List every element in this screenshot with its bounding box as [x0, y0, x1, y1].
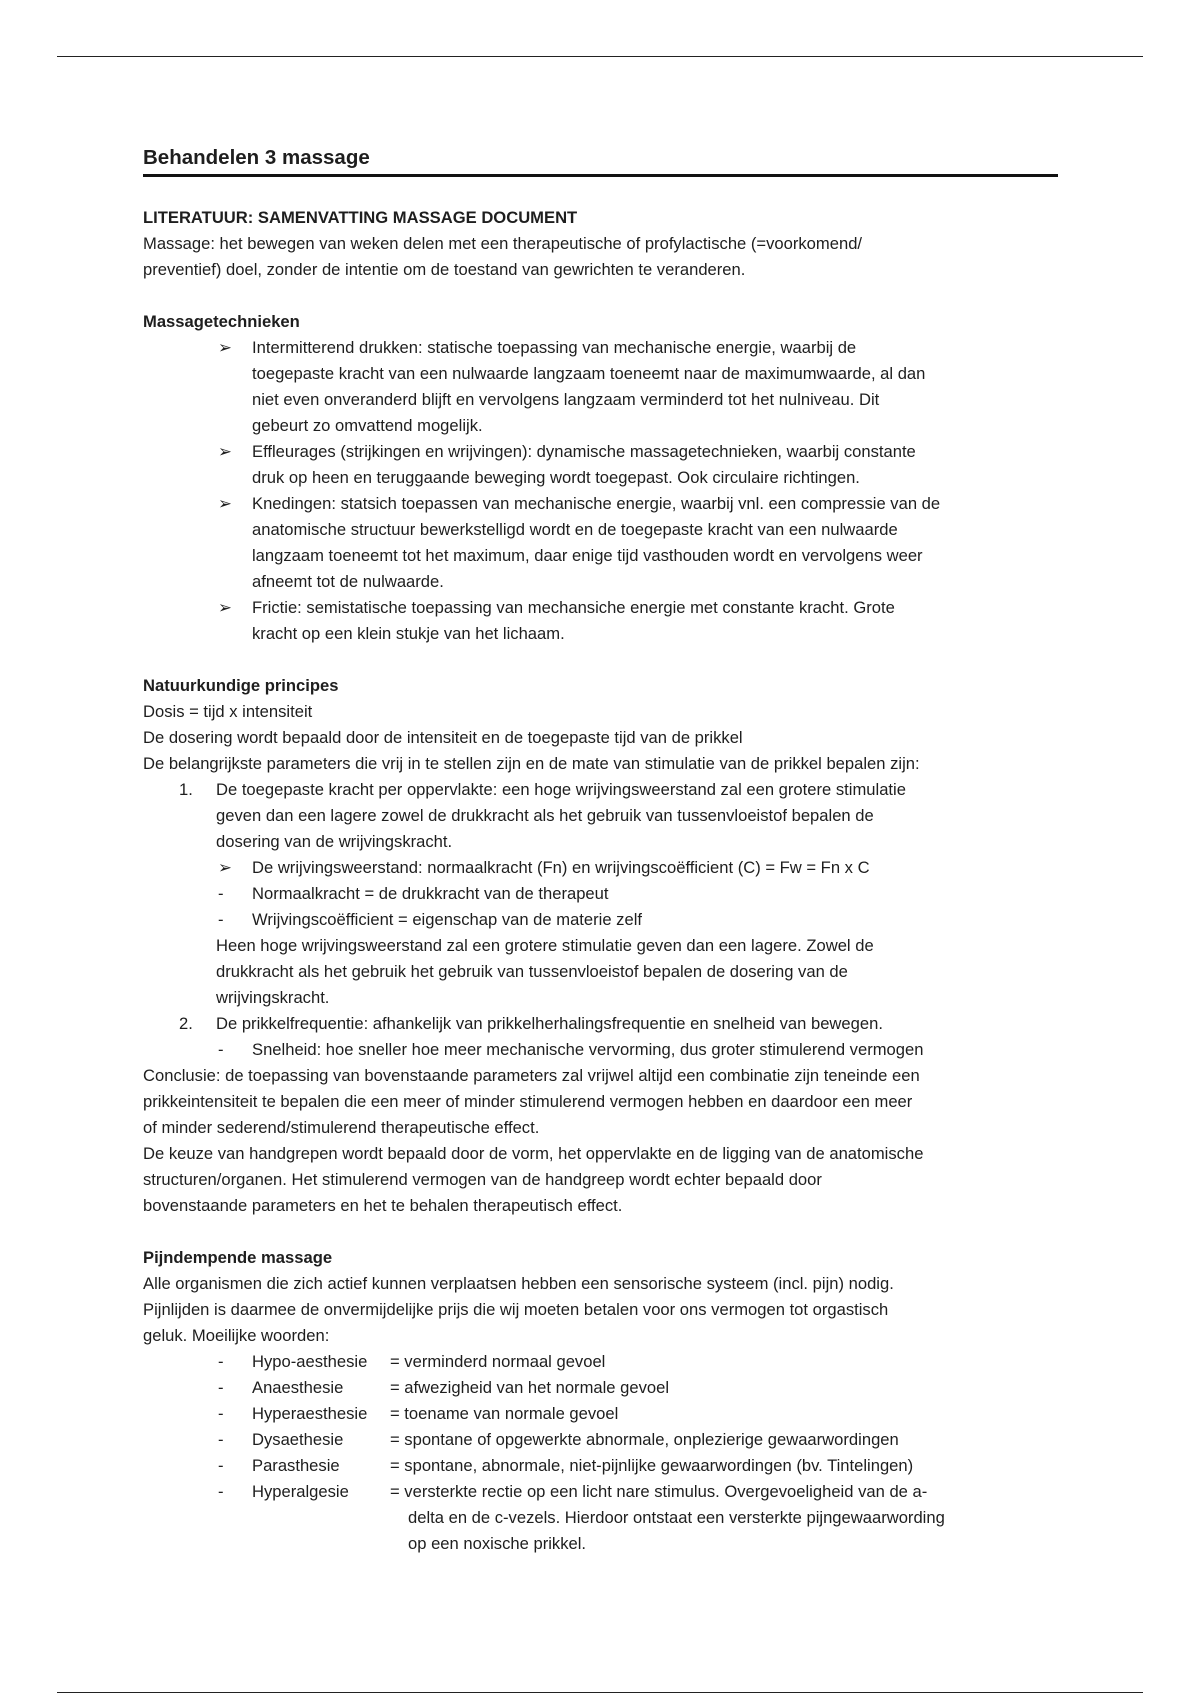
item-number: 2. [179, 1014, 193, 1033]
item-paragraph [143, 933, 1058, 1011]
list-item-text: De toegepaste kracht per oppervlakte: een hoge wrijvingsweerstand zal een grotere stimulatie [216, 780, 906, 799]
list-item [143, 595, 1058, 647]
text-line: Heen hoge wrijvingsweerstand zal een grotere stimulatie geven dan een lagere. Zowel de [216, 936, 874, 955]
list-item-text: Effleurages (strijkingen en wrijvingen): dynamische massagetechnieken, waarbij constante [252, 442, 916, 461]
dash-bullet-icon: - [218, 1456, 224, 1475]
list-item-text: niet even onveranderd blijft en vervolgens langzaam verminderd tot het nulniveau. Dit [252, 390, 880, 409]
term-item [143, 1453, 1058, 1479]
list-item-text: toegepaste kracht van een nulwaarde langzaam toeneemt naar de maximumwaarde, al dan [252, 364, 926, 383]
list-item-text: Wrijvingscoëfficient = eigenschap van de materie zelf [252, 910, 643, 929]
dash-bullet-icon: - [218, 1352, 224, 1371]
text-line: structuren/organen. Het stimulerend vermogen van de handgreep wordt echter bepaald door [143, 1170, 822, 1189]
list-item [143, 439, 1058, 491]
text-line: De keuze van handgrepen wordt bepaald door de vorm, het oppervlakte en de ligging van de anatomische [143, 1144, 924, 1163]
text-line: preventief) doel, zonder de intentie om de toestand van gewrichten te veranderen. [143, 260, 746, 279]
page-footer-rule [57, 1692, 1143, 1693]
list-item-text: geven dan een lagere zowel de drukkracht als het gebruik van tussenvloeistof bepalen de [216, 806, 874, 825]
dash-bullet-icon: - [218, 1378, 224, 1397]
list-item [143, 491, 1058, 595]
text-line: De belangrijkste parameters die vrij in te stellen zijn en de mate van stimulatie van de prikkel bepalen zijn: [143, 754, 920, 773]
definition: = verminderd normaal gevoel [390, 1352, 606, 1371]
text-line: Massage: het bewegen van weken delen met een therapeutische of profylactische (=voorkomend/ [143, 234, 863, 253]
document-body [143, 143, 1058, 1557]
list-item-text: druk op heen en teruggaande beweging wordt toegepast. Ook circulaire richtingen. [252, 468, 860, 487]
text-line: Conclusie: de toepassing van bovenstaande parameters zal vrijwel altijd een combinatie zijn teneinde een [143, 1066, 920, 1085]
text-line: Dosis = tijd x intensiteit [143, 702, 313, 721]
sub-list-item [143, 907, 1058, 933]
term: Hypo-aesthesie [252, 1352, 368, 1371]
list-item-text: Snelheid: hoe sneller hoe meer mechanische vervorming, dus groter stimulerend vermogen [252, 1040, 924, 1059]
list-item-text: Normaalkracht = de drukkracht van de therapeut [252, 884, 609, 903]
text-line: geluk. Moeilijke woorden: [143, 1326, 330, 1345]
text-line: wrijvingskracht. [216, 988, 330, 1007]
list-item-text: langzaam toeneemt tot het maximum, daar enige tijd vasthouden wordt en vervolgens weer [252, 546, 923, 565]
text-line: op een noxische prikkel. [408, 1534, 587, 1553]
sub-list-item [143, 1037, 1058, 1063]
text-line: De dosering wordt bepaald door de intensiteit en de toegepaste tijd van de prikkel [143, 728, 743, 747]
term-item [143, 1479, 1058, 1505]
arrow-bullet-icon: ➢ [218, 598, 232, 617]
term: Hyperalgesie [252, 1482, 349, 1501]
term: Parasthesie [252, 1456, 340, 1475]
page-header-rule [57, 56, 1143, 57]
dash-bullet-icon: - [218, 1040, 224, 1059]
text-line: of minder sederend/stimulerend therapeutische effect. [143, 1118, 540, 1137]
term: Anaesthesie [252, 1378, 344, 1397]
text-line: bovenstaande parameters en het te behalen therapeutisch effect. [143, 1196, 623, 1215]
arrow-bullet-icon: ➢ [218, 858, 232, 877]
numbered-item [143, 777, 1058, 855]
definition: = spontane, abnormale, niet-pijnlijke gewaarwordingen (bv. Tintelingen) [390, 1456, 914, 1475]
document-title: Behandelen 3 massage [143, 143, 1058, 177]
techniques-heading: Massagetechnieken [143, 312, 300, 331]
term: Dysaethesie [252, 1430, 344, 1449]
list-item-text: afneemt tot de nulwaarde. [252, 572, 444, 591]
spacer [143, 283, 1058, 309]
definition-continuation [143, 1505, 1058, 1557]
term: Hyperaesthesie [252, 1404, 368, 1423]
list-item-text: De wrijvingsweerstand: normaalkracht (Fn) en wrijvingscoëfficient (C) = Fw = Fn x C [252, 858, 870, 877]
definition: = versterkte rectie op een licht nare stimulus. Overgevoeligheid van de a- [390, 1482, 928, 1501]
literature-heading: LITERATUUR: SAMENVATTING MASSAGE DOCUMENT [143, 208, 578, 227]
term-item [143, 1349, 1058, 1375]
list-item-text: Intermitterend drukken: statische toepassing van mechanische energie, waarbij de [252, 338, 857, 357]
list-item-text: anatomische structuur bewerkstelligd wordt en de toegepaste kracht van een nulwaarde [252, 520, 898, 539]
dash-bullet-icon: - [218, 1482, 224, 1501]
list-item-text: Frictie: semistatische toepassing van mechansiche energie met constante kracht. Grote [252, 598, 895, 617]
arrow-bullet-icon: ➢ [218, 494, 232, 513]
pain-heading: Pijndempende massage [143, 1248, 333, 1267]
list-item [143, 335, 1058, 439]
definition: = spontane of opgewerkte abnormale, onplezierige gewaarwordingen [390, 1430, 899, 1449]
list-item-text: dosering van de wrijvingskracht. [216, 832, 453, 851]
sub-list-item [143, 855, 1058, 881]
text-line: prikkeintensiteit te bepalen die een meer of minder stimulerend vermogen hebben en daardoor een meer [143, 1092, 913, 1111]
dash-bullet-icon: - [218, 1404, 224, 1423]
arrow-bullet-icon: ➢ [218, 442, 232, 461]
item-number: 1. [179, 780, 193, 799]
definition: = toename van normale gevoel [390, 1404, 619, 1423]
physics-heading: Natuurkundige principes [143, 676, 339, 695]
list-item-text: kracht op een klein stukje van het lichaam. [252, 624, 565, 643]
spacer [143, 1219, 1058, 1245]
definition: = afwezigheid van het normale gevoel [390, 1378, 670, 1397]
list-item-text: gebeurt zo omvattend mogelijk. [252, 416, 483, 435]
text-line: delta en de c-vezels. Hierdoor ontstaat een versterkte pijngewaarwording [408, 1508, 945, 1527]
text-line: Pijnlijden is daarmee de onvermijdelijke prijs die wij moeten betalen voor ons vermogen tot orgastisch [143, 1300, 889, 1319]
text-line: drukkracht als het gebruik het gebruik van tussenvloeistof bepalen de dosering van de [216, 962, 848, 981]
term-item [143, 1375, 1058, 1401]
dash-bullet-icon: - [218, 1430, 224, 1449]
text-line: Alle organismen die zich actief kunnen verplaatsen hebben een sensorische systeem (incl. pijn) nodig. [143, 1274, 894, 1293]
sub-list-item [143, 881, 1058, 907]
list-item-text: Knedingen: statsich toepassen van mechanische energie, waarbij vnl. een compressie van de [252, 494, 941, 513]
arrow-bullet-icon: ➢ [218, 338, 232, 357]
dash-bullet-icon: - [218, 910, 224, 929]
dash-bullet-icon: - [218, 884, 224, 903]
term-item [143, 1401, 1058, 1427]
term-item [143, 1427, 1058, 1453]
list-item-text: De prikkelfrequentie: afhankelijk van prikkelherhalingsfrequentie en snelheid van bewegen. [216, 1014, 883, 1033]
spacer [143, 647, 1058, 673]
numbered-item [143, 1011, 1058, 1037]
